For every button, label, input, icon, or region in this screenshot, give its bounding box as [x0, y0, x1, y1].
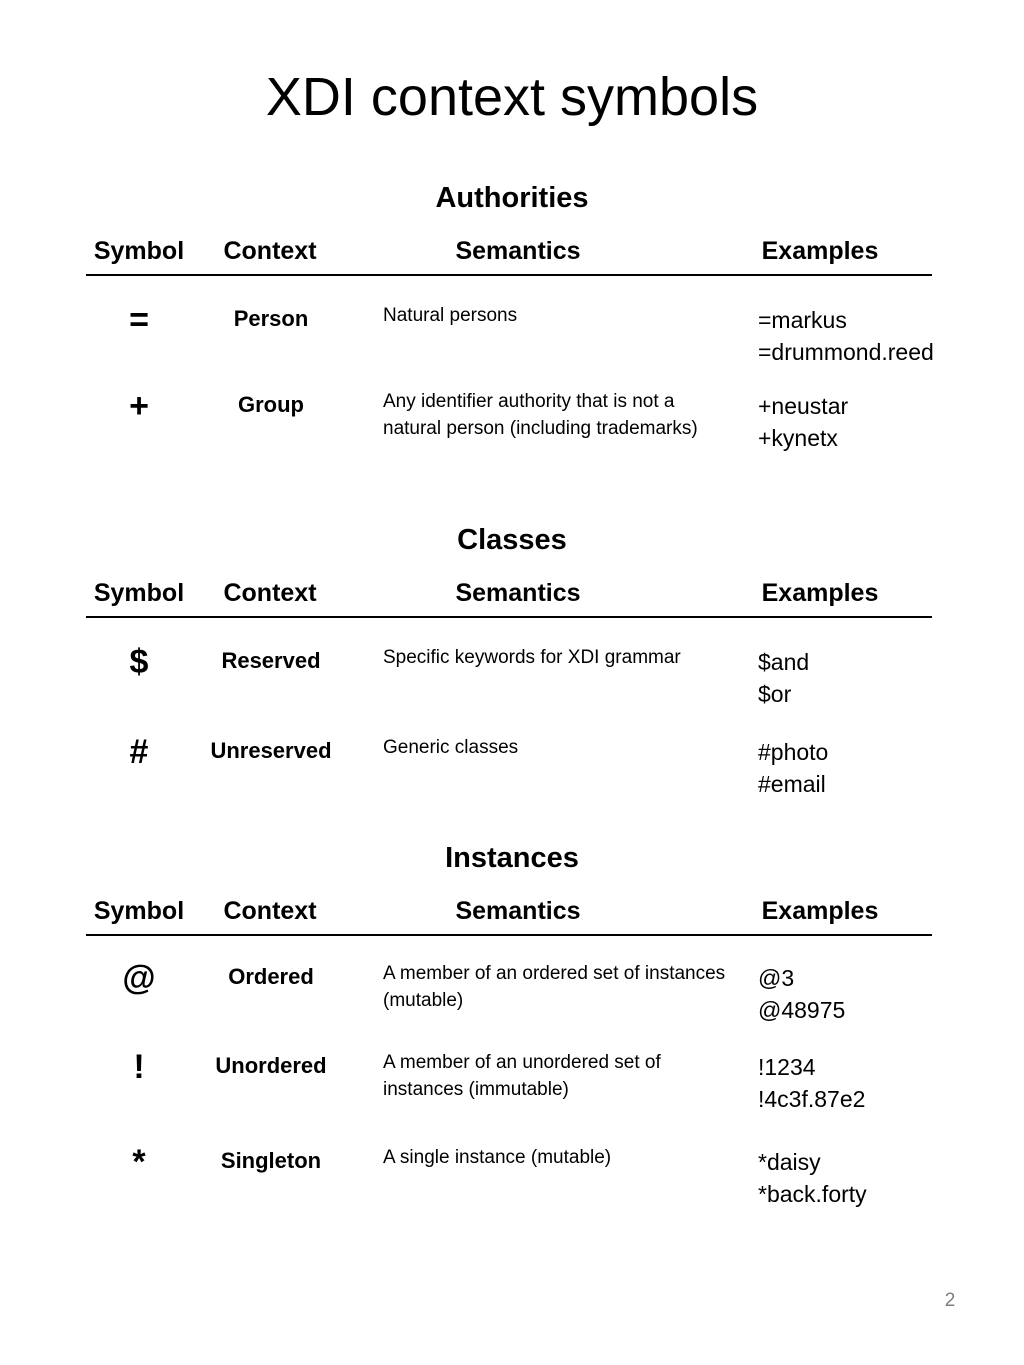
- example-item: =markus: [758, 307, 847, 333]
- example-item: @48975: [758, 997, 846, 1023]
- context-cell: Person: [233, 306, 309, 331]
- semantics-cell: Natural persons: [383, 305, 518, 326]
- column-header-semantics: Semantics: [455, 579, 581, 607]
- example-item: +neustar: [758, 393, 849, 419]
- symbol-cell: +: [129, 387, 149, 425]
- example-item: $or: [758, 681, 792, 707]
- column-header-semantics: Semantics: [455, 897, 581, 925]
- example-item: *back.forty: [758, 1181, 867, 1207]
- semantics-cell: A single instance (mutable): [383, 1147, 612, 1168]
- examples-cell: [758, 1051, 1018, 1115]
- column-header-symbol: Symbol: [93, 237, 185, 265]
- table-row: [0, 1142, 1024, 1232]
- section-title: Classes: [457, 524, 567, 556]
- example-item: +kynetx: [758, 425, 838, 451]
- column-header-examples: Examples: [761, 897, 879, 925]
- section-title: Instances: [445, 842, 579, 874]
- example-item: !1234: [758, 1054, 816, 1080]
- header-divider: [86, 934, 932, 936]
- column-header-symbol: Symbol: [93, 897, 185, 925]
- examples-cell: [758, 962, 1018, 1026]
- column-header-semantics: Semantics: [455, 237, 581, 265]
- section-title: Authorities: [435, 182, 589, 214]
- symbol-cell: @: [122, 959, 156, 997]
- page-title: XDI context symbols: [265, 67, 759, 127]
- examples-cell: [758, 1146, 1018, 1210]
- table-row: [0, 958, 1024, 1048]
- column-header-examples: Examples: [761, 237, 879, 265]
- semantics-cell: Any identifier authority that is not a natural person (including trademarks): [383, 391, 698, 439]
- examples-cell: [758, 390, 1018, 454]
- column-header-examples: Examples: [761, 579, 879, 607]
- column-header-symbol: Symbol: [93, 579, 185, 607]
- semantics-cell: A member of an ordered set of instances (mutable): [383, 963, 726, 1011]
- example-item: #photo: [758, 739, 829, 765]
- header-divider: [86, 274, 932, 276]
- semantics-cell: Generic classes: [383, 737, 519, 758]
- context-cell: Ordered: [228, 964, 314, 989]
- semantics-cell: A member of an unordered set of instances (immutable): [383, 1052, 661, 1100]
- column-header-context: Context: [223, 897, 317, 925]
- examples-cell: [758, 736, 1018, 800]
- table-row: [0, 732, 1024, 822]
- symbol-cell: *: [132, 1143, 146, 1181]
- symbol-cell: =: [129, 301, 149, 339]
- example-item: #email: [758, 771, 826, 797]
- symbol-cell: $: [129, 643, 149, 681]
- example-item: *daisy: [758, 1149, 821, 1175]
- examples-cell: [758, 304, 1018, 368]
- example-item: =drummond.reed: [758, 339, 934, 365]
- table-row: [0, 386, 1024, 476]
- table-row: [0, 642, 1024, 732]
- context-cell: Unreserved: [210, 738, 332, 763]
- examples-cell: [758, 646, 1018, 710]
- semantics-cell: Specific keywords for XDI grammar: [383, 647, 681, 668]
- example-item: !4c3f.87e2: [758, 1086, 866, 1112]
- column-header-context: Context: [223, 579, 317, 607]
- context-cell: Singleton: [220, 1148, 322, 1173]
- example-item: @3: [758, 965, 795, 991]
- context-cell: Group: [238, 392, 304, 417]
- table-row: [0, 1047, 1024, 1137]
- column-header-context: Context: [223, 237, 317, 265]
- table-row: [0, 300, 1024, 390]
- context-cell: Unordered: [215, 1053, 327, 1078]
- header-divider: [86, 616, 932, 618]
- symbol-cell: #: [129, 733, 149, 771]
- example-item: $and: [758, 649, 810, 675]
- page-number: 2: [944, 1290, 956, 1311]
- context-cell: Reserved: [221, 648, 321, 673]
- symbol-cell: !: [133, 1048, 145, 1086]
